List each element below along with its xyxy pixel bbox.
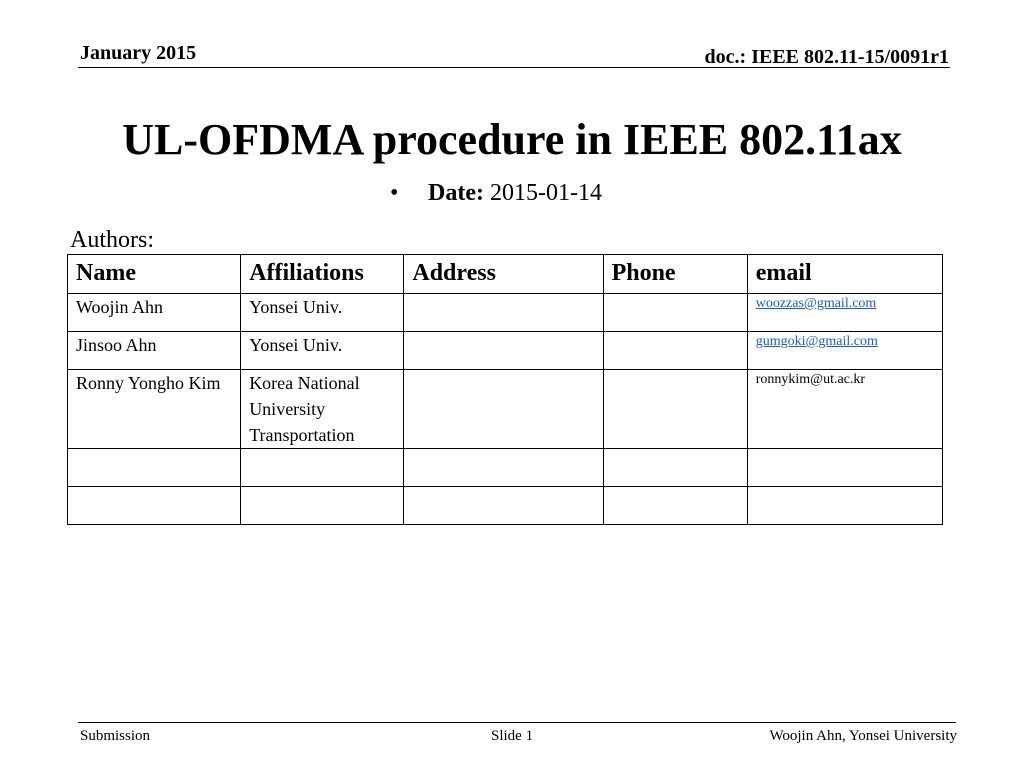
footer-submission: Submission bbox=[80, 728, 151, 744]
authors-label: Authors: bbox=[70, 227, 154, 253]
column-header-address: Address bbox=[404, 255, 603, 294]
cell-email bbox=[747, 332, 942, 370]
cell-affiliation: Yonsei Univ. bbox=[241, 294, 404, 332]
cell-address bbox=[404, 370, 603, 449]
date-value: 2015-01-14 bbox=[489, 180, 602, 206]
cell-phone bbox=[603, 449, 747, 487]
cell-address bbox=[404, 449, 603, 487]
column-header-affiliations: Affiliations bbox=[241, 255, 404, 294]
cell-email bbox=[747, 294, 942, 332]
cell-affiliation bbox=[241, 487, 404, 525]
cell-name: Ronny Yongho Kim bbox=[68, 370, 241, 449]
footer-author: Woojin Ahn, Yonsei University bbox=[769, 728, 957, 744]
table-row bbox=[68, 487, 943, 525]
email-link[interactable]: gumgoki@gmail.com bbox=[755, 334, 878, 349]
cell-phone bbox=[603, 332, 747, 370]
cell-email bbox=[747, 487, 942, 525]
cell-name: Jinsoo Ahn bbox=[68, 332, 241, 370]
slide-title: UL-OFDMA procedure in IEEE 802.11ax bbox=[122, 115, 902, 164]
authors-table bbox=[67, 254, 943, 525]
header-date: January 2015 bbox=[80, 42, 197, 64]
cell-address bbox=[404, 487, 603, 525]
date-line bbox=[390, 180, 602, 207]
cell-affiliation bbox=[241, 449, 404, 487]
cell-phone bbox=[603, 294, 747, 332]
table-row bbox=[68, 332, 943, 370]
table-row bbox=[68, 294, 943, 332]
column-header-email: email bbox=[747, 255, 942, 294]
cell-address bbox=[404, 294, 603, 332]
cell-email bbox=[747, 449, 942, 487]
bullet-icon: • bbox=[390, 180, 399, 206]
cell-address bbox=[404, 332, 603, 370]
column-header-phone: Phone bbox=[603, 255, 747, 294]
cell-phone bbox=[603, 487, 747, 525]
header-doc-id: doc.: IEEE 802.11-15/0091r1 bbox=[704, 46, 949, 68]
column-header-name: Name bbox=[68, 255, 241, 294]
footer-slide-number: Slide 1 bbox=[491, 728, 534, 744]
cell-affiliation: Yonsei Univ. bbox=[241, 332, 404, 370]
table-row bbox=[68, 449, 943, 487]
cell-name bbox=[68, 449, 241, 487]
date-label: Date: bbox=[428, 180, 484, 206]
cell-name bbox=[68, 487, 241, 525]
cell-affiliation: Korea National University Transportation bbox=[241, 370, 404, 449]
cell-email: ronnykim@ut.ac.kr bbox=[747, 370, 942, 449]
cell-name: Woojin Ahn bbox=[68, 294, 241, 332]
header-divider bbox=[78, 67, 950, 68]
table-header-row bbox=[68, 255, 943, 294]
email-link[interactable]: woozzas@gmail.com bbox=[755, 296, 877, 311]
table-row bbox=[68, 370, 943, 449]
cell-phone bbox=[603, 370, 747, 449]
footer-divider bbox=[78, 722, 956, 723]
